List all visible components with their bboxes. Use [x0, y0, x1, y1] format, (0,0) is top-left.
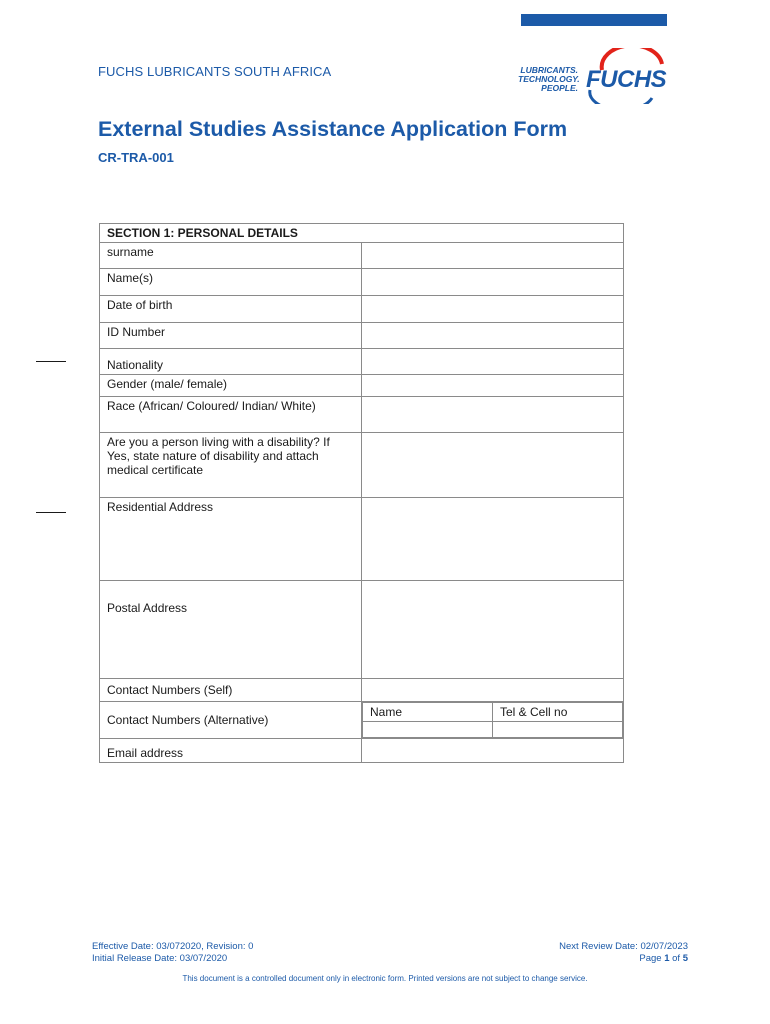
alt-tel-input[interactable]: [493, 722, 623, 738]
page-title: External Studies Assistance Application Form: [98, 117, 568, 141]
alternative-contact-grid: [362, 702, 623, 738]
initial-release-date: Initial Release Date: 03/07/2020: [92, 953, 228, 964]
postal-address-input[interactable]: [362, 581, 624, 679]
surname-input[interactable]: [362, 243, 624, 269]
contact-self-label: Contact Numbers (Self): [100, 679, 362, 702]
names-input[interactable]: [362, 269, 624, 296]
page-number: Page 1 of 5: [639, 953, 688, 964]
disability-label: Are you a person living with a disability? If Yes, state nature of disability and attach medical certificate: [100, 433, 362, 498]
contact-alternative-label: Contact Numbers (Alternative): [100, 702, 362, 739]
race-label: Race (African/ Coloured/ Indian/ White): [100, 397, 362, 433]
dob-input[interactable]: [362, 296, 624, 323]
id-number-label: ID Number: [100, 323, 362, 349]
names-label: Name(s): [100, 269, 362, 296]
footer-dates: [92, 941, 253, 965]
logo-tagline: LUBRICANTS. TECHNOLOGY. PEOPLE.: [518, 65, 580, 93]
alt-name-input[interactable]: [363, 722, 493, 738]
contact-self-input[interactable]: [362, 679, 624, 702]
email-input[interactable]: [362, 739, 624, 763]
email-label: Email address: [100, 739, 362, 763]
control-notice: This document is a controlled document only in electronic form. Printed versions are not subject to change service.: [182, 974, 588, 983]
fuchs-logo: [518, 48, 670, 104]
company-name: FUCHS LUBRICANTS SOUTH AFRICA: [98, 64, 332, 79]
surname-label: surname: [100, 243, 362, 269]
nationality-label: Nationality: [100, 349, 362, 375]
race-input[interactable]: [362, 397, 624, 433]
alt-name-header: Name: [363, 703, 493, 722]
gender-label: Gender (male/ female): [100, 375, 362, 397]
id-number-input[interactable]: [362, 323, 624, 349]
personal-details-table: [99, 223, 624, 763]
document-code: CR-TRA-001: [98, 150, 174, 165]
effective-date: Effective Date: 03/072020, Revision: 0: [92, 941, 254, 952]
footer-review: [559, 941, 688, 965]
postal-address-label: Postal Address: [100, 581, 362, 679]
residential-address-input[interactable]: [362, 498, 624, 581]
logo-wordmark: FUCHS: [586, 66, 667, 93]
section-heading: SECTION 1: PERSONAL DETAILS: [100, 224, 624, 243]
dob-label: Date of birth: [100, 296, 362, 323]
alt-tel-header: Tel & Cell no: [493, 703, 623, 722]
gender-input[interactable]: [362, 375, 624, 397]
margin-mark: [36, 361, 66, 362]
nationality-input[interactable]: [362, 349, 624, 375]
disability-input[interactable]: [362, 433, 624, 498]
contact-alternative-cell: [362, 702, 624, 739]
residential-address-label: Residential Address: [100, 498, 362, 581]
next-review-date: Next Review Date: 02/07/2023: [559, 941, 688, 952]
header-color-bar: [521, 14, 667, 26]
margin-mark: [36, 512, 66, 513]
